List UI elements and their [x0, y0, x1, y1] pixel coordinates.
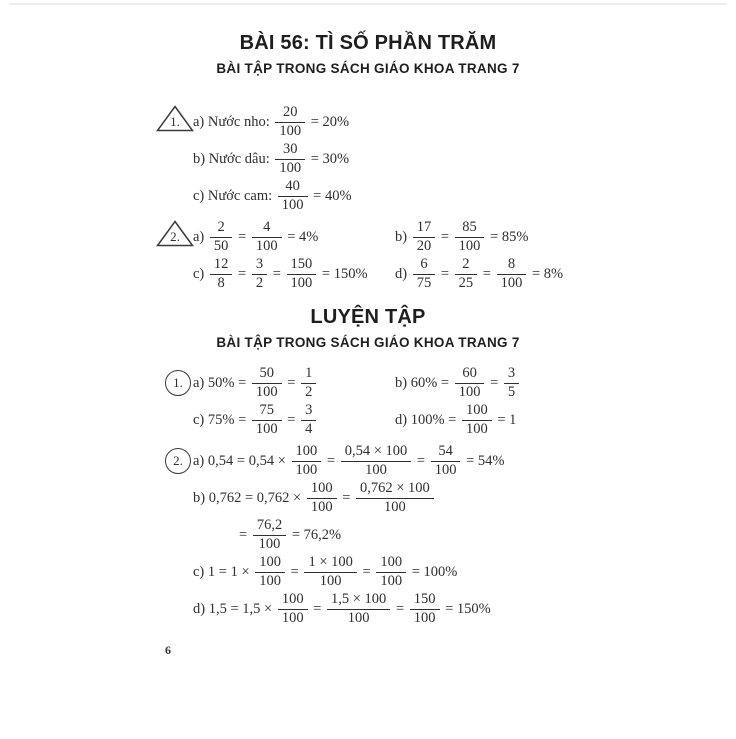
- fraction: [292, 444, 322, 479]
- math-text: =: [486, 374, 502, 391]
- math-expression: [193, 592, 491, 627]
- fraction-numerator: 0,54 × 100: [344, 442, 408, 459]
- fraction-denominator: 20: [413, 237, 436, 255]
- triangle-marker-icon: [156, 105, 194, 132]
- math-text: = 30%: [307, 150, 350, 167]
- problem-number: 1.: [173, 375, 183, 390]
- fraction-denominator: 100: [327, 609, 390, 627]
- fraction-numerator: 3: [305, 401, 313, 418]
- fraction-denominator: 100: [341, 461, 412, 479]
- fraction-denominator: 100: [252, 237, 282, 255]
- fraction-numerator: 40: [285, 177, 300, 194]
- math-expression: [395, 403, 516, 438]
- fraction-numerator: 3: [255, 255, 264, 272]
- math-text: = 85%: [486, 228, 529, 245]
- math-text: =: [283, 411, 300, 428]
- fraction-numerator: 150: [413, 590, 436, 607]
- fraction-denominator: 100: [253, 535, 286, 553]
- math-expression: [193, 220, 395, 255]
- fraction-denominator: 100: [431, 461, 461, 479]
- math-text: =: [309, 600, 325, 617]
- fraction: [275, 105, 305, 140]
- fraction: [410, 592, 440, 627]
- math-text: = 150%: [318, 265, 368, 282]
- page-content: [0, 32, 736, 627]
- fraction: [356, 481, 434, 516]
- math-text: =: [392, 600, 408, 617]
- fraction-denominator: 100: [278, 609, 308, 627]
- problem-number: 1.: [170, 114, 180, 129]
- fraction: [376, 555, 406, 590]
- fraction-numerator: 12: [213, 255, 229, 272]
- fraction-denominator: 100: [275, 159, 305, 177]
- fraction: [341, 444, 412, 479]
- fraction: [252, 257, 267, 292]
- fraction-numerator: 85: [462, 218, 477, 235]
- fraction: [304, 555, 356, 590]
- math-row: [193, 141, 736, 177]
- fraction-numerator: 100: [259, 553, 281, 570]
- math-text: = 40%: [309, 187, 352, 204]
- math-text: =: [437, 228, 453, 245]
- math-expression: [193, 444, 504, 479]
- math-expression: [193, 481, 436, 516]
- problem-number: 2.: [170, 229, 180, 244]
- fraction-numerator: 100: [295, 442, 318, 459]
- fraction-numerator: 100: [465, 401, 488, 418]
- math-text: =: [239, 526, 251, 543]
- math-row: [193, 443, 736, 479]
- section: [0, 306, 736, 627]
- fraction-denominator: 100: [287, 274, 317, 292]
- fraction: [255, 555, 285, 590]
- fraction-numerator: 2: [217, 218, 225, 235]
- page-top-edge-rule: [9, 3, 727, 5]
- math-text: =: [323, 452, 339, 469]
- math-row: [193, 402, 736, 438]
- fraction: [287, 257, 317, 292]
- problem-list: [163, 104, 736, 292]
- page-number: 6: [165, 643, 171, 657]
- fraction-numerator: 2: [462, 255, 470, 272]
- math-text: a) 50% =: [193, 374, 250, 391]
- math-text: c) 1 = 1 ×: [193, 563, 254, 580]
- fraction-numerator: 8: [507, 255, 516, 272]
- fraction-denominator: 4: [301, 420, 316, 438]
- fraction: [455, 220, 485, 255]
- math-row: [193, 365, 736, 401]
- fraction-denominator: 50: [210, 237, 233, 255]
- section-subtitle: BÀI TẬP TRONG SÁCH GIÁO KHOA TRANG 7: [216, 61, 520, 76]
- math-expression: [395, 366, 521, 401]
- fraction-denominator: 25: [455, 274, 478, 292]
- fraction-numerator: 50: [259, 364, 275, 381]
- math-row: [193, 178, 736, 214]
- math-text: =: [413, 452, 429, 469]
- math-text: a) Nước nho:: [193, 113, 274, 130]
- math-row: [193, 256, 736, 292]
- triangle-marker-icon: [156, 220, 194, 247]
- math-row: [239, 517, 736, 553]
- fraction-numerator: 76,2: [256, 516, 283, 533]
- fraction: [497, 257, 527, 292]
- fraction-numerator: 1,5 × 100: [331, 590, 387, 607]
- math-text: d): [395, 265, 411, 282]
- fraction: [275, 142, 305, 177]
- math-expression: [193, 366, 395, 401]
- math-text: a): [193, 228, 208, 245]
- fraction: [253, 518, 286, 553]
- math-text: b) 0,762 = 0,762 ×: [193, 489, 305, 506]
- math-expression: [395, 220, 528, 255]
- fraction: [210, 257, 233, 292]
- math-text: =: [283, 374, 300, 391]
- fraction: [462, 403, 492, 438]
- math-text: = 8%: [528, 265, 564, 282]
- math-text: c): [193, 265, 208, 282]
- fraction-numerator: 150: [290, 255, 313, 272]
- fraction-denominator: 100: [255, 572, 285, 590]
- fraction-denominator: 100: [252, 383, 282, 401]
- fraction-denominator: 100: [455, 383, 485, 401]
- fraction-denominator: 100: [455, 237, 485, 255]
- math-text: a) 0,54 = 0,54 ×: [193, 452, 290, 469]
- fraction-denominator: 100: [307, 498, 337, 516]
- math-text: =: [358, 563, 375, 580]
- fraction: [413, 257, 436, 292]
- fraction-denominator: 100: [462, 420, 492, 438]
- math-expression: [193, 555, 457, 590]
- math-row: [193, 480, 736, 516]
- math-text: d) 1,5 = 1,5 ×: [193, 600, 276, 617]
- math-text: = 54%: [462, 452, 505, 469]
- math-text: = 4%: [283, 228, 319, 245]
- fraction-numerator: 4: [263, 218, 271, 235]
- math-text: b) Nước dâu:: [193, 150, 274, 167]
- fraction-numerator: 6: [420, 255, 428, 272]
- fraction-denominator: 100: [292, 461, 322, 479]
- fraction-numerator: 100: [380, 553, 403, 570]
- problem: [163, 104, 736, 214]
- textbook-page: [0, 3, 736, 739]
- math-row: [193, 591, 736, 627]
- fraction-denominator: 100: [356, 498, 434, 516]
- fraction-numerator: 1 × 100: [308, 553, 353, 570]
- math-row: [193, 104, 736, 140]
- math-expression: [193, 403, 395, 438]
- fraction: [431, 444, 461, 479]
- fraction-denominator: 100: [278, 196, 308, 214]
- math-expression: [193, 105, 349, 140]
- math-text: =: [437, 265, 453, 282]
- math-text: =: [479, 265, 495, 282]
- fraction-denominator: 100: [497, 274, 527, 292]
- fraction-numerator: 54: [438, 442, 453, 459]
- fraction: [278, 592, 308, 627]
- math-text: = 76,2%: [288, 526, 342, 543]
- math-text: =: [338, 489, 354, 506]
- math-text: = 1: [493, 411, 517, 428]
- math-text: c) Nước cam:: [193, 187, 276, 204]
- math-row: [193, 554, 736, 590]
- fraction-numerator: 60: [462, 364, 477, 381]
- math-text: b): [395, 228, 411, 245]
- math-expression: [239, 518, 341, 553]
- math-text: = 20%: [307, 113, 350, 130]
- fraction-numerator: 0,762 × 100: [360, 479, 430, 496]
- fraction-denominator: 2: [252, 274, 267, 292]
- fraction: [252, 366, 282, 401]
- fraction: [210, 220, 233, 255]
- fraction-numerator: 75: [259, 401, 275, 418]
- math-text: b) 60% =: [395, 374, 453, 391]
- problem-number: 2.: [173, 453, 183, 468]
- fraction-denominator: 100: [275, 122, 305, 140]
- problem-list: [163, 365, 736, 627]
- fraction-numerator: 17: [416, 218, 432, 235]
- math-expression: [395, 257, 563, 292]
- circle-marker-icon: [165, 370, 191, 396]
- math-row: [193, 219, 736, 255]
- fraction: [301, 366, 316, 401]
- fraction-denominator: 100: [410, 609, 440, 627]
- problem: [163, 365, 736, 438]
- math-text: =: [234, 265, 250, 282]
- fraction: [307, 481, 337, 516]
- circle-marker-icon: [165, 448, 191, 474]
- problem: [163, 219, 736, 292]
- section: [0, 32, 736, 292]
- fraction-numerator: 20: [282, 103, 298, 120]
- fraction: [252, 403, 282, 438]
- fraction-numerator: 100: [310, 479, 333, 496]
- math-expression: [193, 179, 352, 214]
- fraction-denominator: 100: [252, 420, 282, 438]
- math-text: c) 75% =: [193, 411, 250, 428]
- fraction: [455, 257, 478, 292]
- fraction-denominator: 2: [301, 383, 316, 401]
- math-expression: [193, 257, 395, 292]
- fraction: [504, 366, 519, 401]
- fraction-denominator: 100: [304, 572, 356, 590]
- fraction: [301, 403, 316, 438]
- fraction-numerator: 30: [282, 140, 298, 157]
- fraction: [252, 220, 282, 255]
- section-title: BÀI 56: TÌ SỐ PHẦN TRĂM: [239, 32, 497, 54]
- math-text: =: [287, 563, 303, 580]
- math-text: d) 100% =: [395, 411, 460, 428]
- fraction: [455, 366, 485, 401]
- math-expression: [193, 142, 349, 177]
- fraction-numerator: 3: [507, 364, 516, 381]
- fraction: [413, 220, 436, 255]
- problem: [163, 443, 736, 627]
- fraction-numerator: 100: [281, 590, 304, 607]
- fraction-numerator: 1: [305, 364, 313, 381]
- math-text: = 150%: [441, 600, 491, 617]
- fraction-denominator: 75: [413, 274, 436, 292]
- fraction-denominator: 8: [210, 274, 233, 292]
- math-text: =: [234, 228, 250, 245]
- section-subtitle: BÀI TẬP TRONG SÁCH GIÁO KHOA TRANG 7: [216, 335, 520, 350]
- math-text: = 100%: [408, 563, 458, 580]
- section-title: LUYỆN TẬP: [310, 306, 426, 328]
- fraction-denominator: 5: [504, 383, 519, 401]
- fraction-denominator: 100: [376, 572, 406, 590]
- fraction: [327, 592, 390, 627]
- fraction: [278, 179, 308, 214]
- math-text: =: [269, 265, 285, 282]
